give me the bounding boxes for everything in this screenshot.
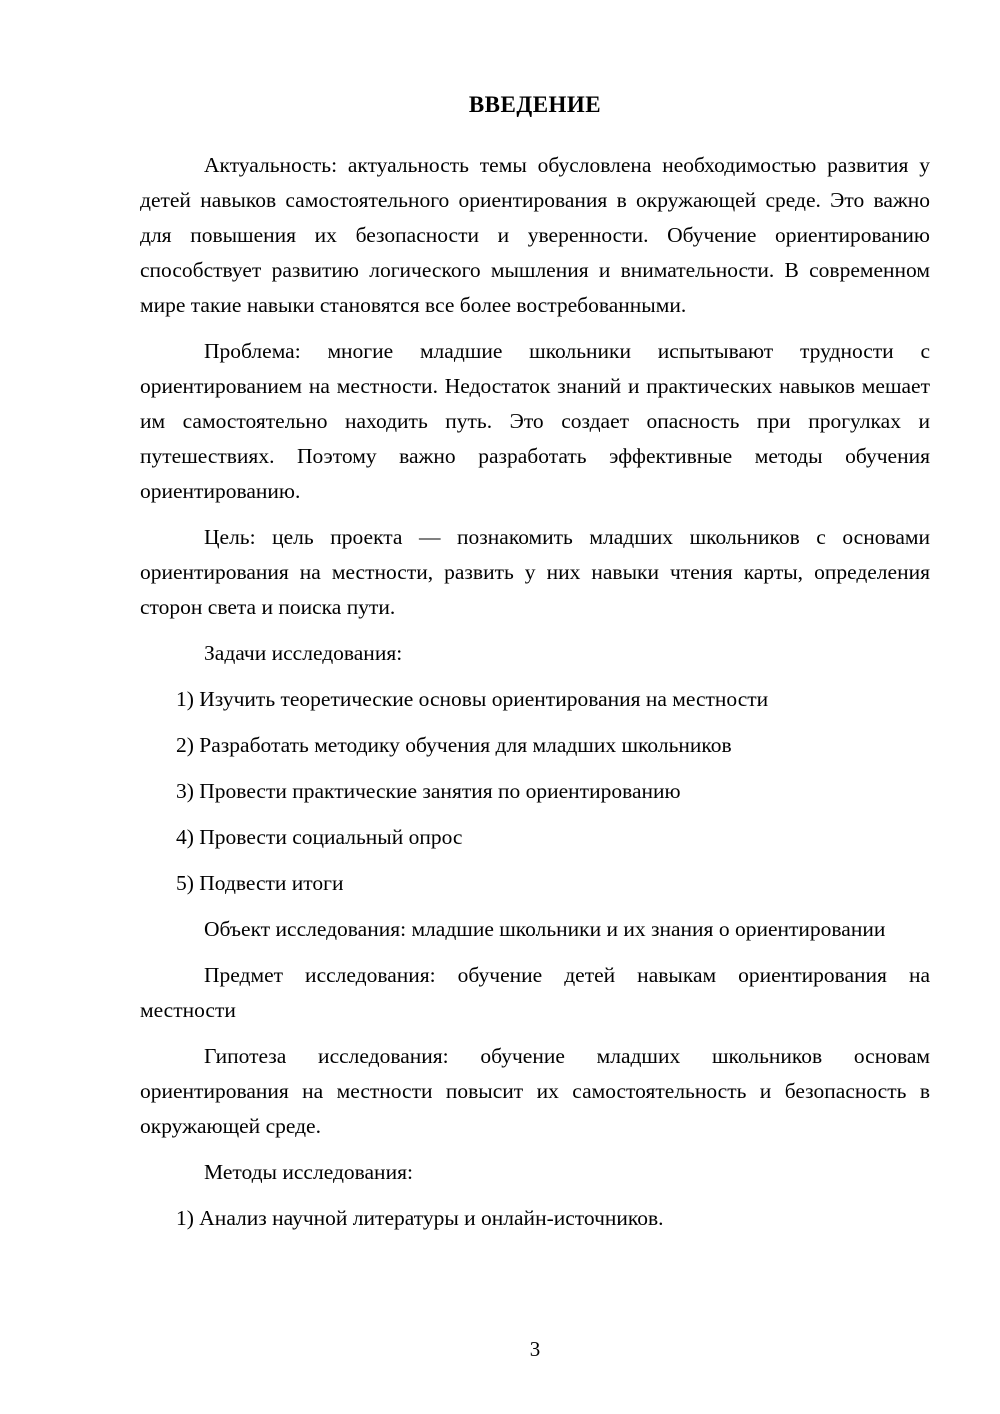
page-title: ВВЕДЕНИЕ (468, 92, 602, 117)
page-number: 3 (529, 1337, 541, 1361)
paragraph-aktualnost: Актуальность: актуальность темы обусловлена необходимостью развития у детей навыков самостоятельного ориентирования в окружающей среде. Это важно для повышения их безопасности и уверенности. Обучение ориентированию способствует развитию логического мышления и внимательности. В современном мире такие навыки становятся все более востребованными. (140, 153, 930, 317)
list-item-task-2: 2) Разработать методику обучения для младших школьников (176, 733, 732, 757)
list-item-task-5: 5) Подвести итоги (176, 871, 344, 895)
paragraph-gipoteza: Гипотеза исследования: обучение младших школьников основам ориентирования на местности повысит их самостоятельность и безопасность в окружающей среде. (140, 1044, 930, 1138)
list-item-task-1: 1) Изучить теоретические основы ориентирования на местности (176, 687, 769, 711)
paragraph-predmet: Предмет исследования: обучение детей навыкам ориентирования на местности (140, 963, 930, 1022)
paragraph-obyekt: Объект исследования: младшие школьники и их знания о ориентировании (204, 917, 886, 941)
list-item-task-4: 4) Провести социальный опрос (176, 825, 463, 849)
list-item-method-1: 1) Анализ научной литературы и онлайн-источников. (176, 1206, 664, 1230)
paragraph-metody-heading: Методы исследования: (204, 1160, 413, 1184)
paragraph-zadachi-heading: Задачи исследования: (204, 641, 403, 665)
paragraph-tsel: Цель: цель проекта — познакомить младших школьников с основами ориентирования на местности, развить у них навыки чтения карты, определения сторон света и поиска пути. (140, 525, 930, 619)
list-item-task-3: 3) Провести практические занятия по ориентированию (176, 779, 681, 803)
paragraph-problema: Проблема: многие младшие школьники испытывают трудности с ориентированием на местности. Недостаток знаний и практических навыков мешает им самостоятельно находить путь. Это создает опасность при прогулках и путешествиях. Поэтому важно разработать эффективные методы обучения ориентированию. (140, 339, 930, 503)
